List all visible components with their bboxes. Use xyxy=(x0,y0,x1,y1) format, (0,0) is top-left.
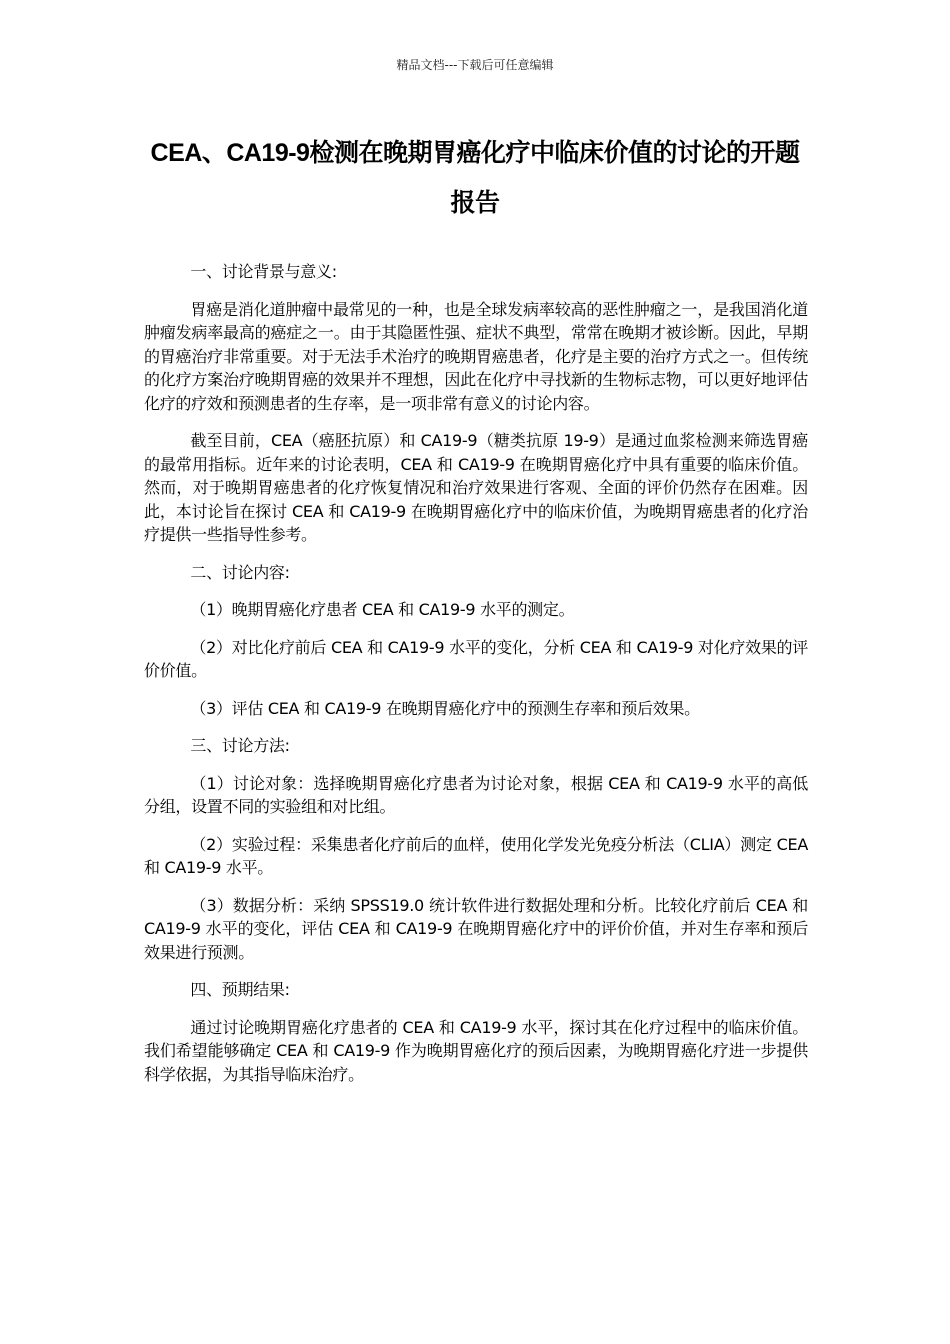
section-heading-content: 二、讨论内容: xyxy=(190,562,290,582)
document-title: CEA、CA19-9检测在晚期胃癌化疗中临床价值的讨论的开题报告 xyxy=(150,139,800,217)
section-heading-results: 四、预期结果: xyxy=(190,980,290,999)
section-heading-background: 一、讨论背景与意义: xyxy=(190,262,337,281)
paragraph-background-1: 胃癌是消化道肿瘤中最常见的一种，也是全球发病率较高的恶性肿瘤之一，是我国消化道肿瘤发病率最高的癌症之一。由于其隐匿性强、症状不典型，常常在晚期才被诊断。因此，早期的胃癌治疗非常重要。对于无法手术治疗的晚期胃癌患者，化疗是主要的治疗方式之一。但传统的化疗方案治疗晚期胃癌的效果并不理想，因此在化疗中寻找新的生物标志物，可以更好地评估化疗的疗效和预测患者的生存率，是一项非常有意义的讨论内容。 xyxy=(144,299,808,413)
content-item-1: （1）晚期胃癌化疗患者 CEA 和 CA19-9 水平的测定。 xyxy=(190,600,575,619)
content-item-3: （3）评估 CEA 和 CA19-9 在晚期胃癌化疗中的预测生存率和预后效果。 xyxy=(190,698,700,718)
section-heading-methods: 三、讨论方法: xyxy=(190,736,290,755)
document-body xyxy=(144,260,808,1100)
method-item-1: （1）讨论对象：选择晚期胃癌化疗患者为讨论对象，根据 CEA 和 CA19-9 水平的高低分组，设置不同的实验组和对比组。 xyxy=(144,773,808,816)
page-header: 精品文档---下载后可任意编辑 xyxy=(396,58,554,72)
paragraph-background-2: 截至目前，CEA（癌胚抗原）和 CA19-9（糖类抗原 19-9）是通过血浆检测来筛选胃癌的最常用指标。近年来的讨论表明，CEA 和 CA19-9 在晚期胃癌化疗中具有重要的临床价值。然而，对于晚期胃癌患者的化疗恢复情况和治疗效果进行客观、全面的评价仍然存在困难。因此，本讨论旨在探讨 CEA 和 CA19-9 在晚期胃癌化疗中的临床价值，为晚期胃癌患者的化疗治疗提供一些指导性参考。 xyxy=(144,431,808,544)
paragraph-results: 通过讨论晚期胃癌化疗患者的 CEA 和 CA19-9 水平，探讨其在化疗过程中的临床价值。我们希望能够确定 CEA 和 CA19-9 作为晚期胃癌化疗的预后因素，为晚期胃癌化疗进一步提供科学依据，为其指导临床治疗。 xyxy=(144,1017,808,1084)
method-item-2: （2）实验过程：采集患者化疗前后的血样，使用化学发光免疫分析法（CLIA）测定 CEA 和 CA19-9 水平。 xyxy=(144,834,808,877)
method-item-3: （3）数据分析：采纳 SPSS19.0 统计软件进行数据处理和分析。比较化疗前后 CEA 和 CA19-9 水平的变化，评估 CEA 和 CA19-9 在晚期胃癌化疗中的评价价值，并对生存率和预后效果进行预测。 xyxy=(144,895,808,962)
content-item-2: （2）对比化疗前后 CEA 和 CA19-9 水平的变化，分析 CEA 和 CA19-9 对化疗效果的评价价值。 xyxy=(144,637,808,680)
